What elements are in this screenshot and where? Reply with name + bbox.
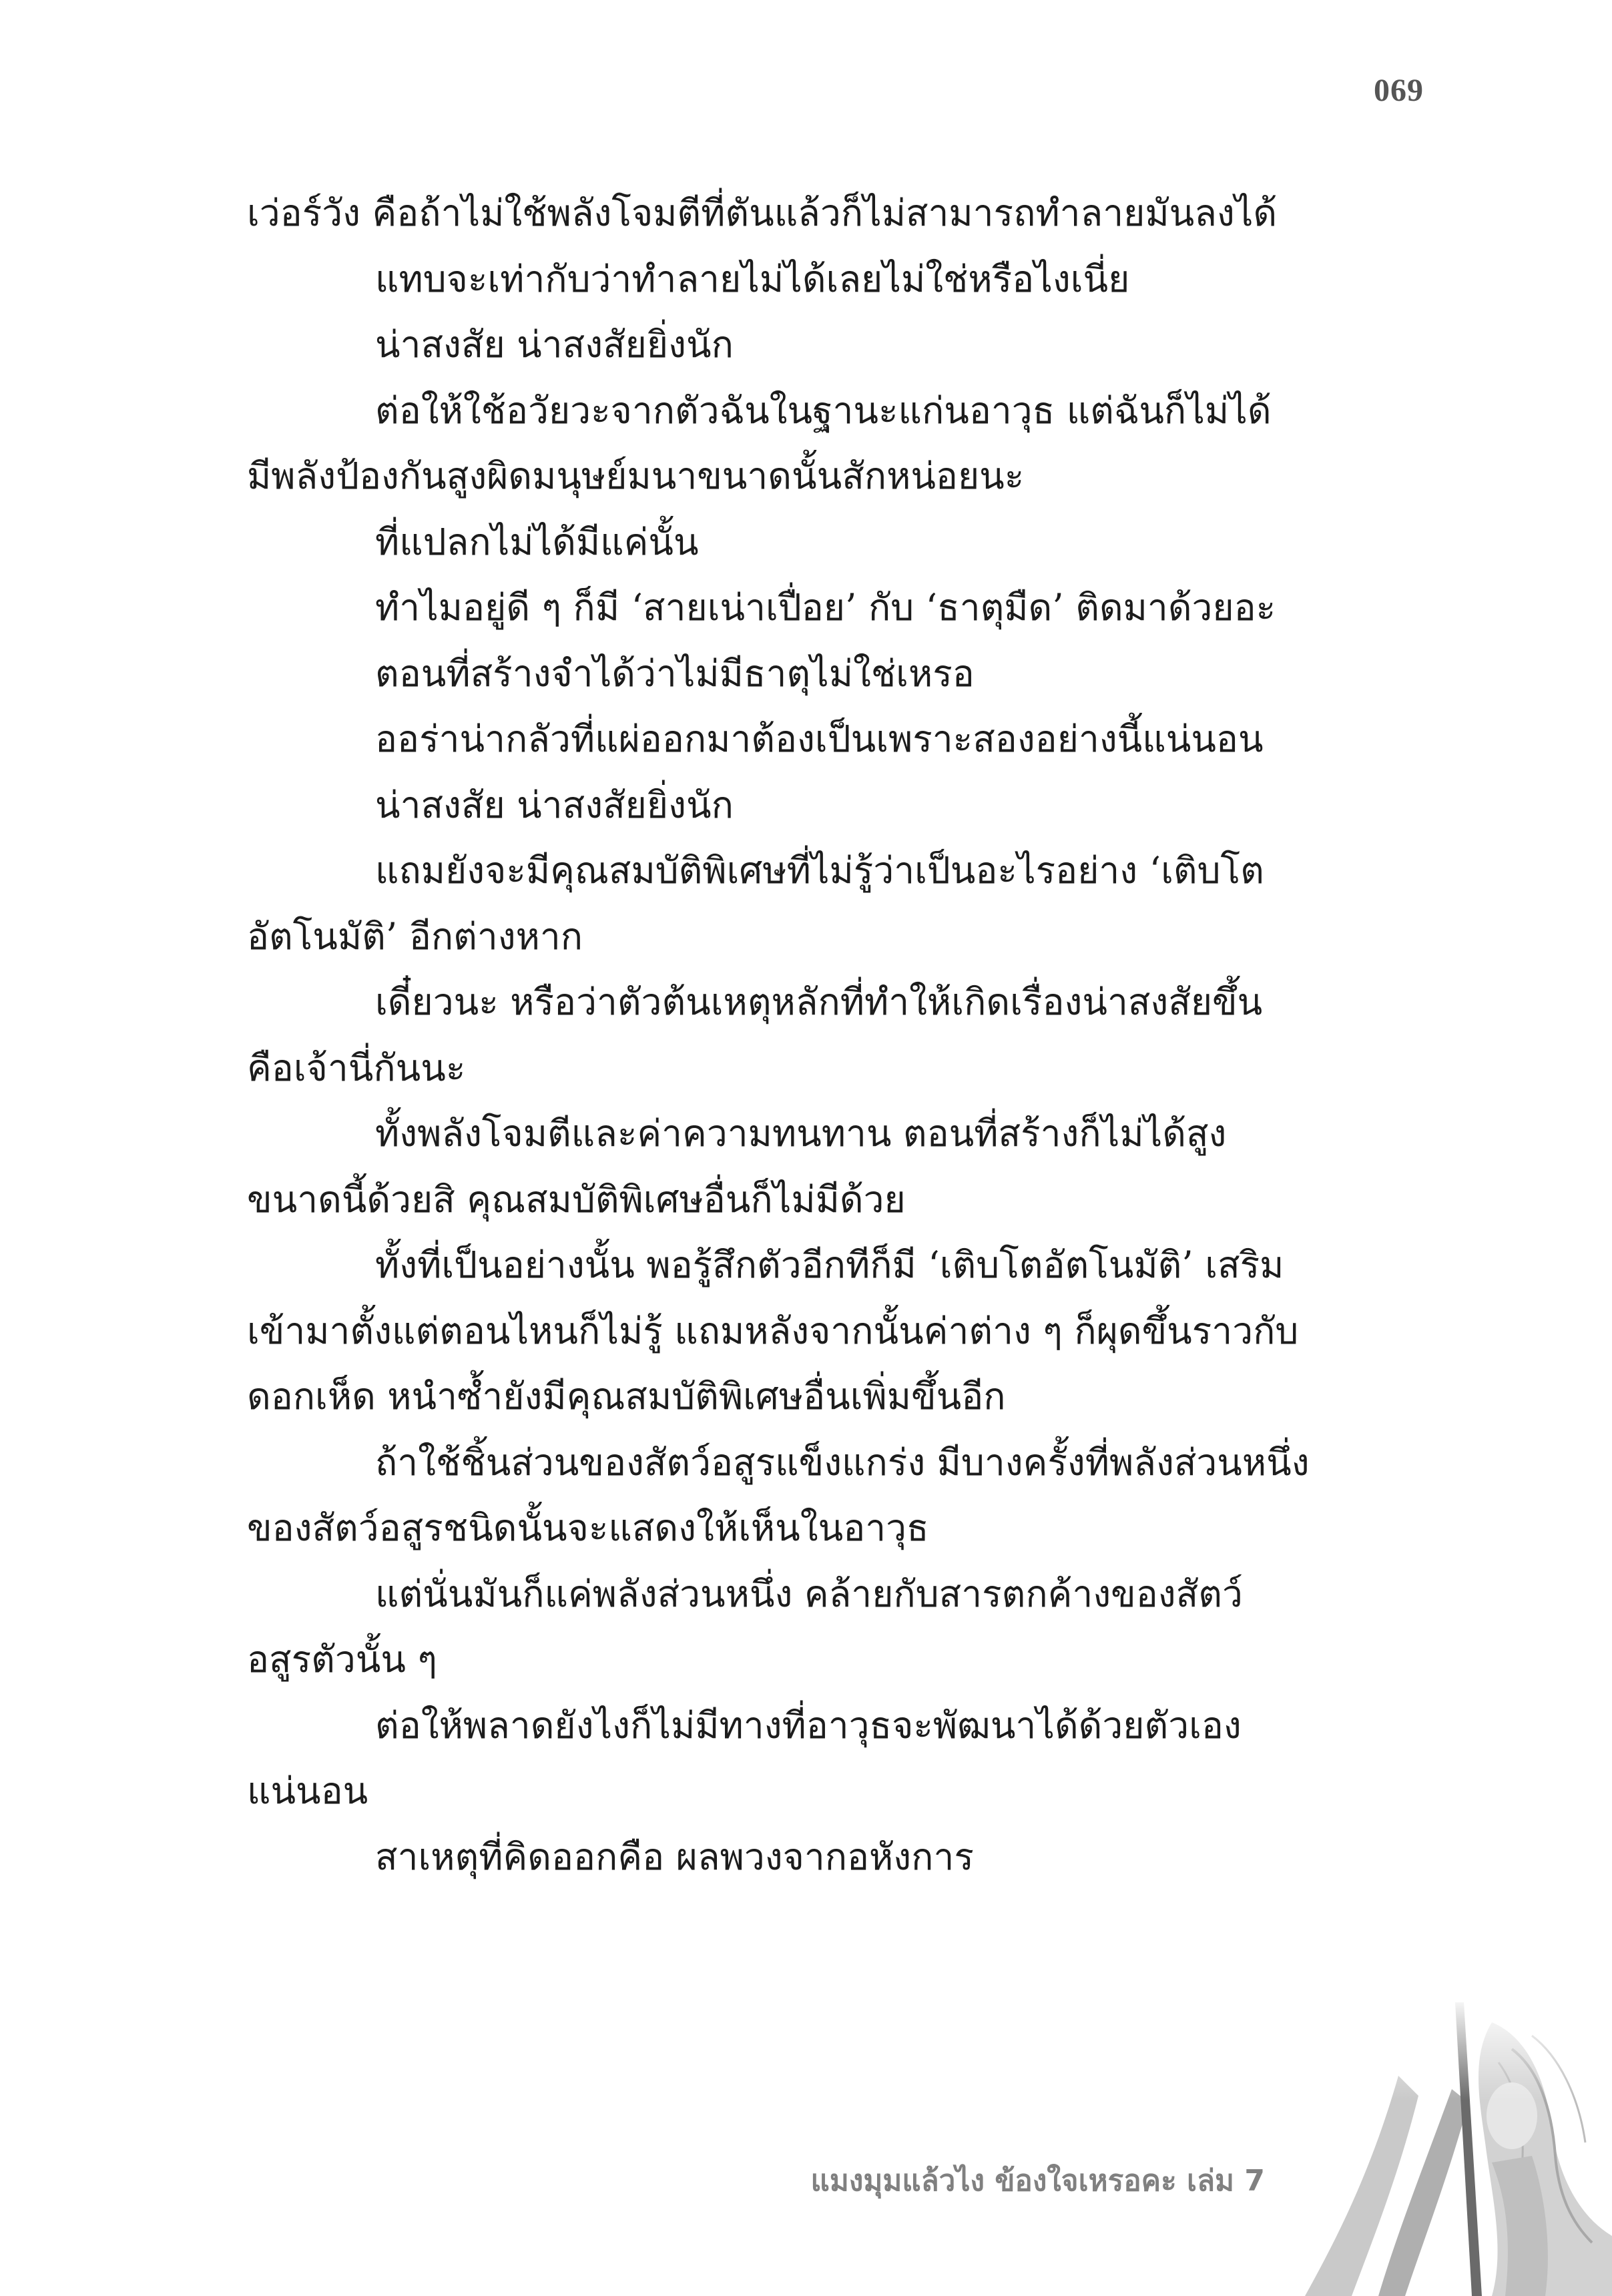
text-line: ทำไมอยู่ดี ๆ ก็มี ‘สายเน่าเปื่อย’ กับ ‘ธาตุมืด’ ติดมาด้วยอะ — [375, 586, 1276, 629]
body-text — [247, 180, 1422, 1890]
text-line: ที่แปลกไม่ได้มีแค่นั้น — [375, 520, 699, 563]
text-line: น่าสงสัย น่าสงสัยยิ่งนัก — [375, 323, 734, 366]
text-line: น่าสงสัย น่าสงสัยยิ่งนัก — [375, 783, 734, 826]
text-line: ออร่าน่ากลัวที่แผ่ออกมาต้องเป็นเพราะสองอย่างนี้แน่นอน — [375, 718, 1264, 760]
text-line: ต่อให้พลาดยังไงก็ไม่มีทางที่อาวุธจะพัฒนาได้ด้วยตัวเอง — [375, 1703, 1242, 1747]
text-line: อสูรตัวนั้น ๆ — [247, 1638, 437, 1681]
text-line: ถ้าใช้ชิ้นส่วนของสัตว์อสูรแข็งแกร่ง มีบางครั้งที่พลังส่วนหนึ่ง — [375, 1440, 1310, 1484]
text-line: แต่นั่นมันก็แค่พลังส่วนหนึ่ง คล้ายกับสารตกค้างของสัตว์ — [375, 1572, 1243, 1615]
text-line: ของสัตว์อสูรชนิดนั้นจะแสดงให้เห็นในอาวุธ — [247, 1506, 929, 1549]
text-line: ตอนที่สร้างจำได้ว่าไม่มีธาตุไม่ใช่เหรอ — [375, 651, 975, 695]
footer-book-title: แมงมุมแล้วไง ข้องใจเหรอคะ เล่ม 7 — [810, 2164, 1265, 2198]
text-line: สาเหตุที่คิดออกคือ ผลพวงจากอหังการ — [375, 1835, 974, 1878]
text-line: เว่อร์วัง คือถ้าไม่ใช้พลังโจมตีที่ตันแล้วก็ไม่สามารถทำลายมันลงได้ — [247, 192, 1278, 234]
text-line: อัตโนมัติ’ อีกต่างหาก — [247, 914, 583, 958]
text-line: มีพลังป้องกันสูงผิดมนุษย์มนาขนาดนั้นสักหน่อยนะ — [247, 455, 1025, 497]
text-line: เข้ามาตั้งแต่ตอนไหนก็ไม่รู้ แถมหลังจากนั้นค่าต่าง ๆ ก็ผุดขึ้นราวกับ — [247, 1309, 1299, 1352]
text-line: ทั้งที่เป็นอย่างนั้น พอรู้สึกตัวอีกทีก็มี ‘เติบโตอัตโนมัติ’ เสริม — [375, 1243, 1284, 1286]
text-line: ต่อให้ใช้อวัยวะจากตัวฉันในฐานะแก่นอาวุธ แต่ฉันก็ไม่ได้ — [375, 388, 1272, 432]
page-number: 069 — [1374, 73, 1424, 108]
text-line: แถมยังจะมีคุณสมบัติพิเศษที่ไม่รู้ว่าเป็นอะไรอย่าง ‘เติบโต — [375, 849, 1264, 892]
text-line: ขนาดนี้ด้วยสิ คุณสมบัติพิเศษอื่นก็ไม่มีด้วย — [247, 1177, 906, 1221]
text-line: แน่นอน — [247, 1769, 368, 1812]
text-line: ทั้งพลังโจมตีและค่าความทนทาน ตอนที่สร้างก็ไม่ได้สูง — [375, 1112, 1227, 1155]
text-line: ดอกเห็ด หนำซ้ำยังมีคุณสมบัติพิเศษอื่นเพิ่มขึ้นอีก — [247, 1375, 1006, 1418]
text-line: เดี๋ยวนะ หรือว่าตัวต้นเหตุหลักที่ทำให้เกิดเรื่องน่าสงสัยขึ้น — [375, 980, 1263, 1023]
text-line: แทบจะเท่ากับว่าทำลายไม่ได้เลยไม่ใช่หรือไงเนี่ย — [375, 257, 1130, 300]
text-line: คือเจ้านี่กันนะ — [247, 1046, 466, 1089]
character-illustration — [1292, 1996, 1612, 2296]
